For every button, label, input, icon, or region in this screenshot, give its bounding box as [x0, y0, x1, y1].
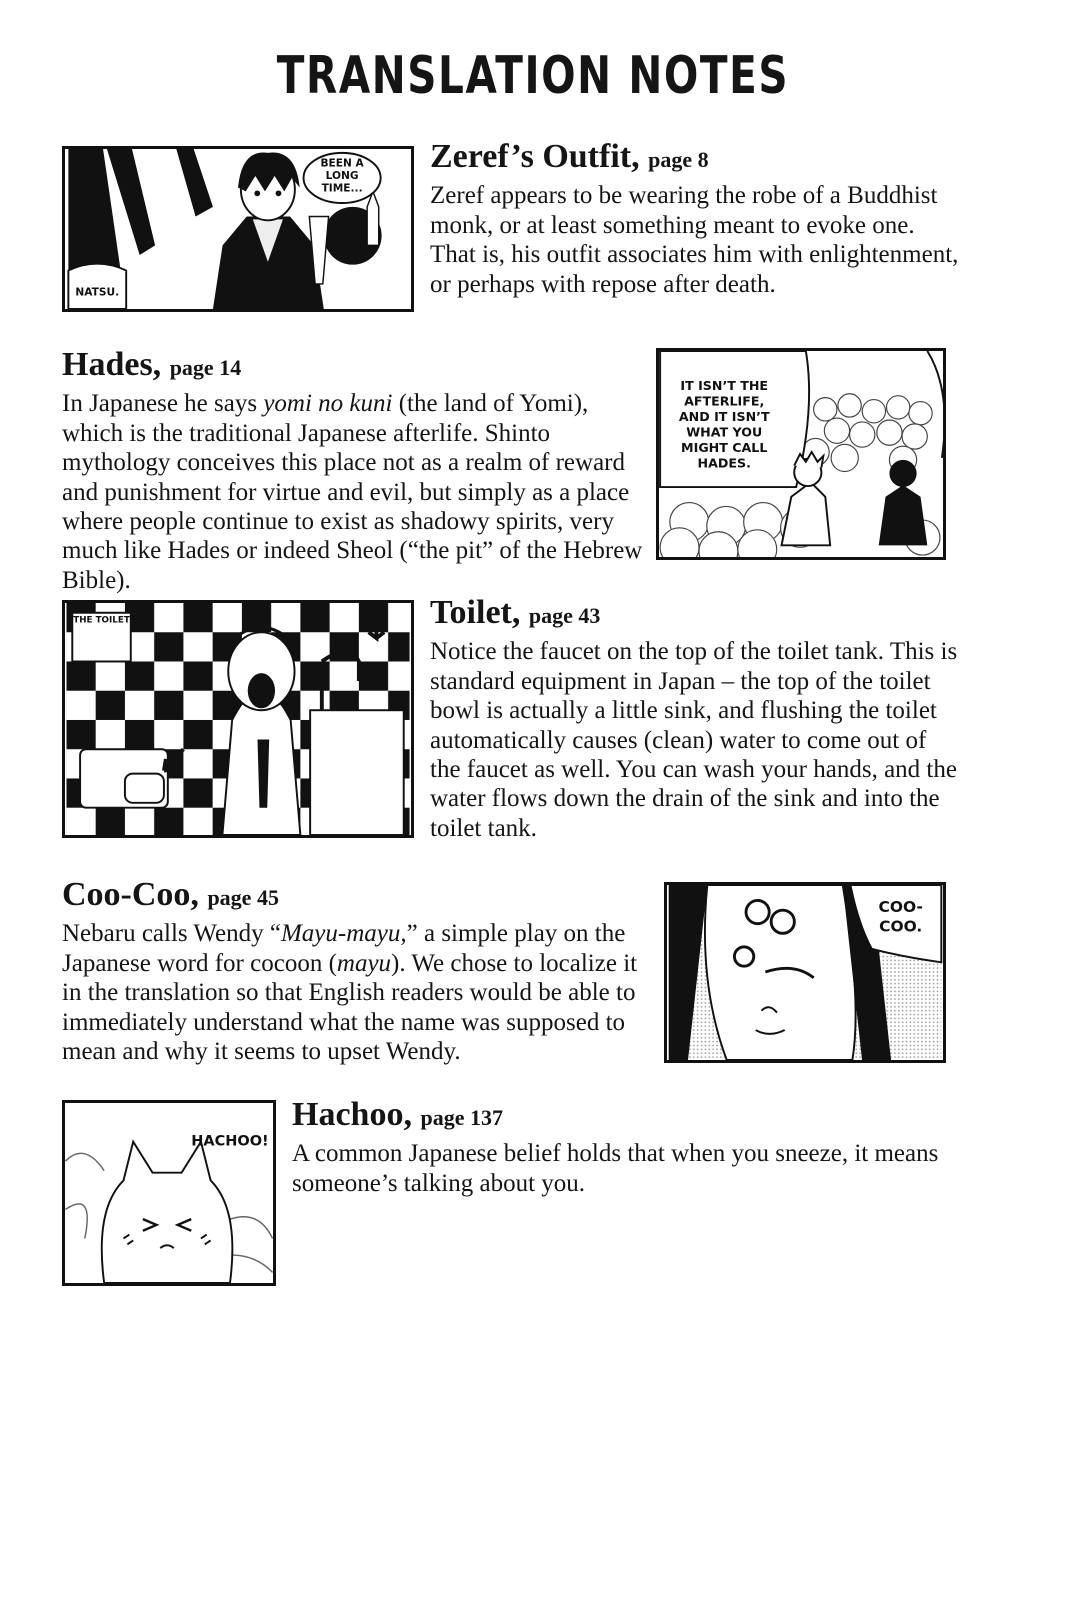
panel-text-time: TIME... [321, 182, 363, 195]
body-text: (the land of Yomi), which is the traditional Japanese afterlife. Shinto mythology conceives this place not as a realm of reward and punishment for virtue and evil, but simply as a place where people continue to exist as shadowy spirits, very much like Hades or indeed Sheol (“the pit” of the Hebrew Bible). [62, 390, 643, 594]
manga-panel-hades [656, 348, 946, 560]
panel-text-coo-2: COO. [879, 917, 923, 936]
note-body: A common Japanese belief holds that when you sneeze, it means someone’s talking about you. [292, 1140, 939, 1197]
body-text: Nebaru calls Wendy “ [62, 920, 281, 948]
note-page-ref: page 45 [207, 885, 279, 910]
body-italic: yomi no kuni [263, 390, 393, 418]
note-body [62, 389, 650, 595]
panel-text-natsu: NATSU. [75, 286, 120, 299]
note-title: Coo-Coo, [62, 876, 199, 913]
panel-text-line6: HADES. [697, 455, 751, 471]
panel-text-line2: AFTERLIFE, [684, 393, 765, 409]
panel-text-line1: IT ISN’T THE [680, 377, 769, 393]
note-heading [292, 1096, 962, 1133]
panel-text-hachoo: HACHOO! [191, 1133, 269, 1150]
note-hachoo [292, 1096, 962, 1198]
page-title: TRANSLATION NOTES [276, 46, 790, 106]
panel-text-the-toilet: THE TOILET [73, 615, 130, 626]
note-heading [430, 594, 960, 631]
note-heading [430, 138, 960, 175]
coo-coo-illustration [667, 885, 943, 1060]
note-body [62, 919, 652, 1066]
zeref-illustration [65, 149, 411, 309]
hades-illustration [659, 351, 943, 557]
note-body: Notice the faucet on the top of the toilet tank. This is standard equipment in Japan – the top of the toilet bowl is actually a little sink, and flushing the toilet automatically causes (clean) water to come out of the faucet as well. You can wash your hands, and the water flows down the drain of the sink and into the toilet tank. [430, 638, 958, 842]
panel-text-line3: AND IT ISN’T [678, 408, 770, 424]
note-page-ref: page 8 [648, 147, 709, 172]
manga-panel-coo-coo [664, 882, 946, 1063]
note-title: Toilet, [430, 594, 521, 631]
note-body: Zeref appears to be wearing the robe of a Buddhist monk, or at least something meant to evoke one. That is, his outfit associates him with enlightenment, or perhaps with repose after death. [430, 182, 959, 298]
panel-text-long: LONG [325, 169, 359, 182]
hachoo-illustration [65, 1103, 273, 1283]
body-text: In Japanese he says [62, 390, 264, 418]
body-italic: mayu [336, 949, 392, 977]
note-hades [62, 346, 650, 595]
body-text: ” a simple play on the Japanese word for cocoon ( [62, 920, 626, 977]
note-heading [62, 346, 650, 383]
panel-text-coo-1: COO- [878, 898, 923, 917]
panel-text-been-a: BEEN A [320, 157, 364, 170]
manga-panel-zeref [62, 146, 414, 312]
toilet-illustration [65, 603, 411, 835]
note-toilet [430, 594, 960, 843]
note-coo-coo [62, 876, 652, 1066]
note-page-ref: page 137 [420, 1105, 503, 1130]
note-title: Hades, [62, 346, 162, 383]
note-page-ref: page 14 [169, 355, 242, 380]
body-text: ). We chose to localize it in the translation so that English readers would be able to immediately understand what the name was supposed to mean and why it seems to upset Wendy. [62, 949, 638, 1066]
body-italic: Mayu-mayu, [280, 920, 407, 948]
note-zeref-outfit [430, 138, 960, 299]
manga-panel-hachoo [62, 1100, 276, 1286]
manga-panel-toilet [62, 600, 414, 838]
note-page-ref: page 43 [528, 603, 601, 628]
note-title: Hachoo, [292, 1096, 412, 1133]
panel-text-line5: MIGHT CALL [681, 440, 768, 456]
note-heading [62, 876, 652, 913]
panel-text-line4: WHAT YOU [686, 424, 763, 440]
note-title: Zeref’s Outfit, [430, 138, 640, 175]
